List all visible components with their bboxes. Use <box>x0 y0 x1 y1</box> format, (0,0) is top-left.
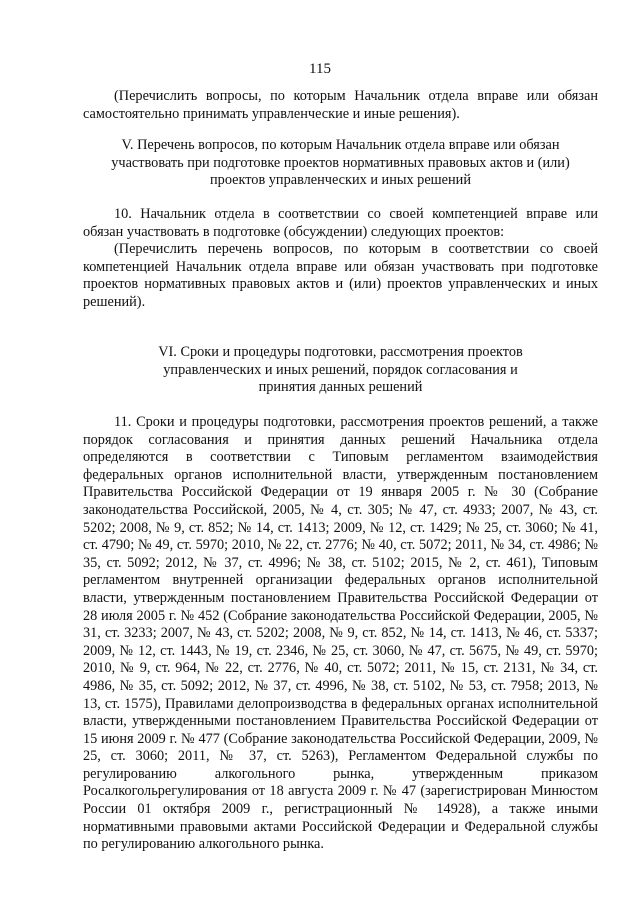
paragraph-11: 11. Сроки и процедуры подготовки, рассмотрения проектов решений, а также порядок согласования и принятия данных решений Начальника отдела определяются в соответствии с Типовым регламентом взаимодействия федеральных органов исполнительной власти, утвержденным постановлением Правительства Российской Федерации от 19 января 2005 г. № 30 (Собрание законодательства Российской, 2005, № 4, ст. 305; № 47, ст. 4933; 2007, № 43, ст. 5202; 2008, № 9, ст. 852; № 14, ст. 1413; 2009, № 12, ст. 1429; № 25, ст. 3060; № 41, ст. 4790; № 49, ст. 5970; 2010, № 22, ст. 2776; № 40, ст. 5072; 2011, № 34, ст. 4986; № 35, ст. 5092; 2012, № 37, ст. 4996; № 38, ст. 5102; 2015, № 2, ст. 461), Типовым регламентом внутренней организации федеральных органов исполнительной власти, утвержденным постановлением Правительства Российской Федерации от 28 июля 2005 г. № 452 (Собрание законодательства Российской Федерации, 2005, № 31, ст. 3233; 2007, № 43, ст. 5202; 2008, № 9, ст. 852, № 14, ст. 1413, № 46, ст. 5337; 2009, № 12, ст. 1443, № 19, ст. 2346, № 25, ст. 3060, № 47, ст. 5675, № 49, ст. 5970; 2010, № 9, ст. 964, № 22, ст. 2776, № 40, ст. 5072; 2011, № 15, ст. 2131, № 34, ст. 4986, № 35, ст. 5092; 2012, № 37, ст. 4996, № 38, ст. 5102, № 53, ст. 7958; 2013, № 13, ст. 1575), Правилами делопроизводства в федеральных органах исполнительной власти, утвержденными постановлением Правительства Российской Федерации от 15 июня 2009 г. № 477 (Собрание законодательства Российской Федерации, 2009, № 25, ст. 3060; 2011, № 37, ст. 5263), Регламентом Федеральной службы по регулированию алкогольного рынка, утвержденным приказом Росалкогольрегулирования от 18 августа 2009 г. № 47 (зарегистрирован Минюстом России 01 октября 2009 г., регистрационный № 14928), а также иными нормативными правовыми актами Российской Федерации и Федеральной службы по регулированию алкогольного рынка. <box>83 414 598 853</box>
section-6-heading: VI. Сроки и процедуры подготовки, рассмотрения проектов управленческих и иных решений, порядок согласования и принятия данных решений <box>158 344 523 396</box>
intro-note: (Перечислить вопросы, по которым Начальник отдела вправе или обязан самостоятельно принимать управленческие и иные решения). <box>83 88 598 122</box>
page-number: 115 <box>309 61 331 77</box>
section-5-heading: V. Перечень вопросов, по которым Начальник отдела вправе или обязан участвовать при подготовке проектов нормативных правовых актов и (или) проектов управленческих и иных решений <box>111 137 570 189</box>
paragraph-10: 10. Начальник отдела в соответствии со своей компетенцией вправе или обязан участвовать в подготовке (обсуждении) следующих проектов: <box>83 206 598 240</box>
section-5-note: (Перечислить перечень вопросов, по которым в соответствии со своей компетенцией Начальник отдела вправе или обязан участвовать при подготовке проектов нормативных правовых актов и (или) проектов управленческих и иных решений). <box>83 241 598 310</box>
